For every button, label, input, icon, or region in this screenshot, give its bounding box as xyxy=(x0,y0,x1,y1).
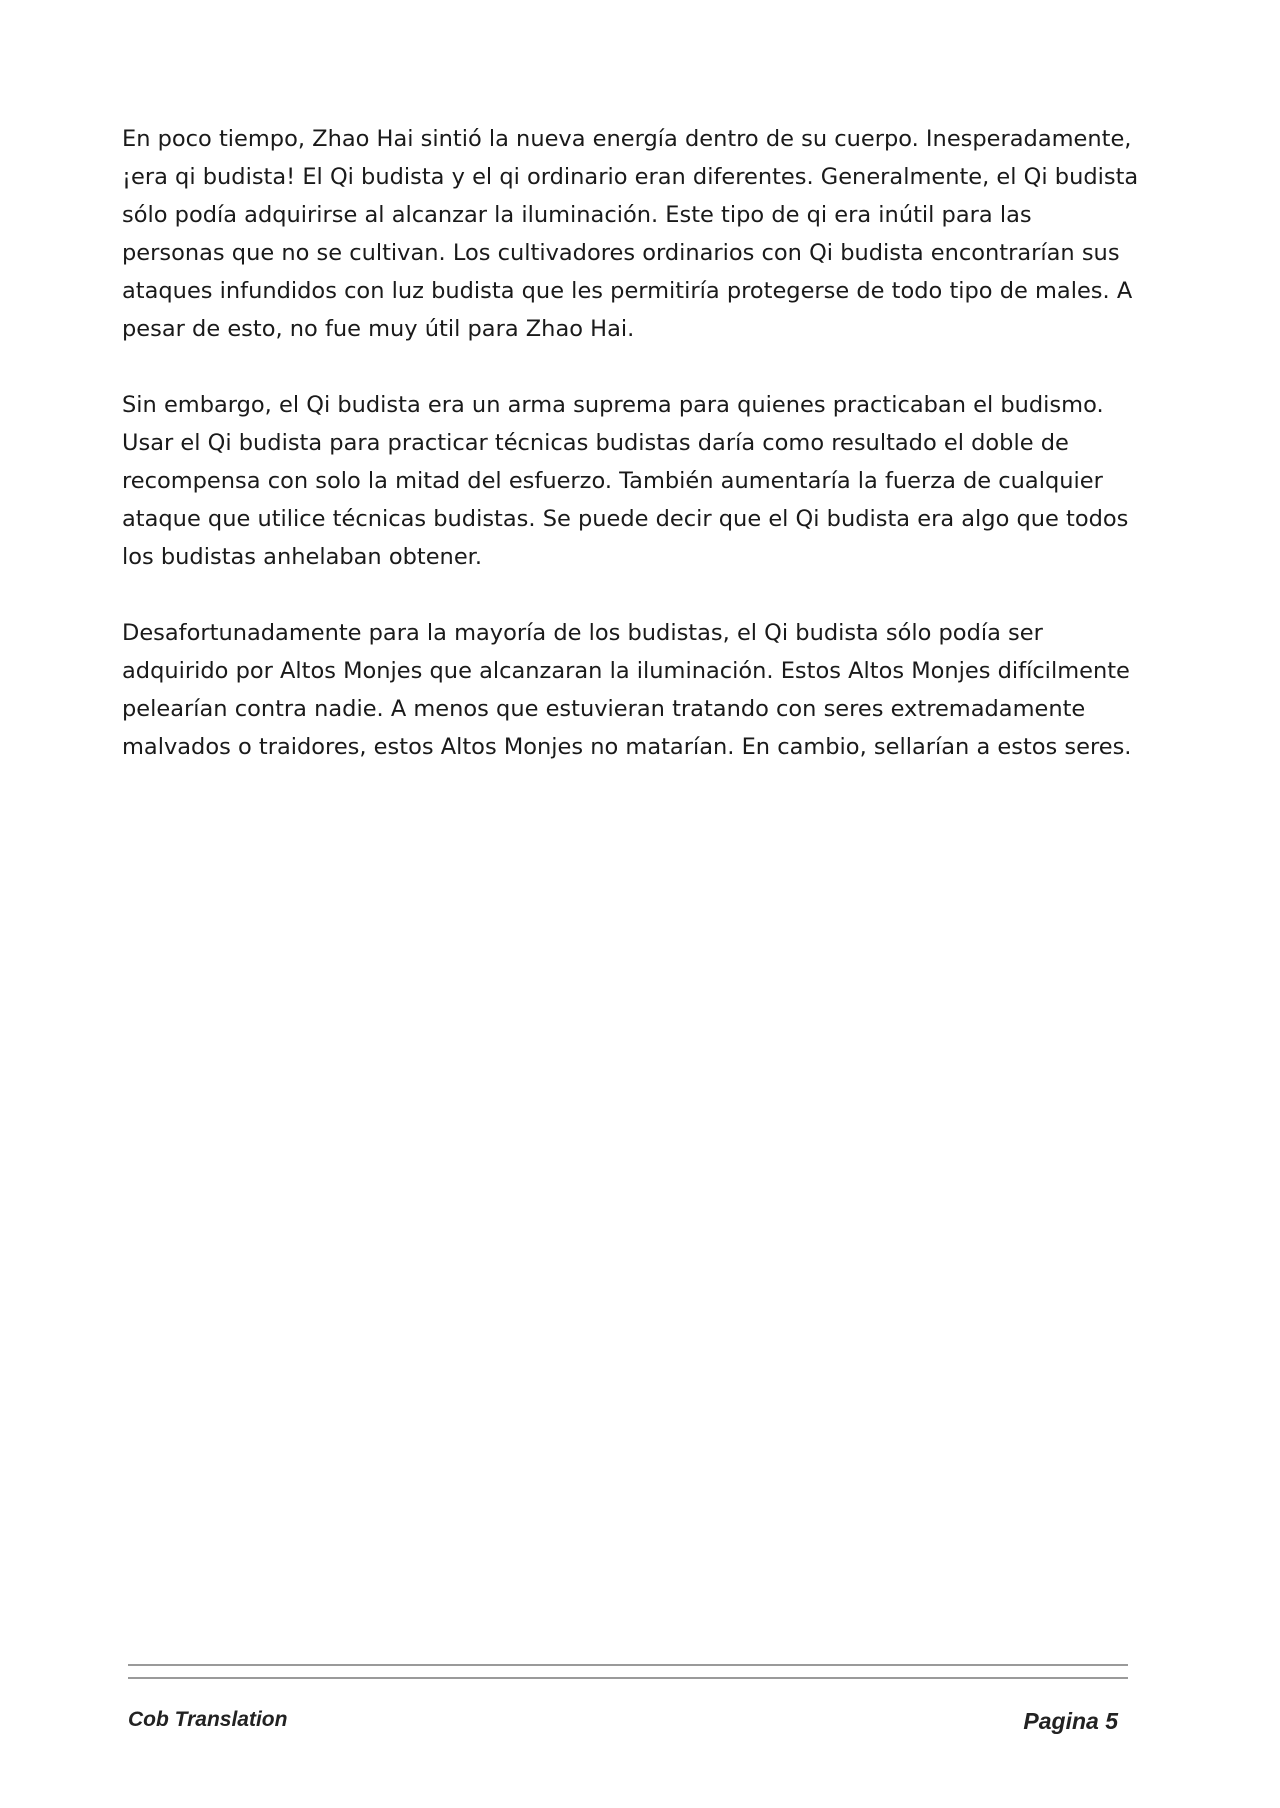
footer-divider-top xyxy=(128,1664,1128,1666)
paragraph-1: En poco tiempo, Zhao Hai sintió la nueva energía dentro de su cuerpo. Inesperadamente, ¡era qi budista! El Qi budista y el qi ordinario eran diferentes. Generalmente, el Qi budista sólo podía adquirirse al alcanzar la iluminación. Este tipo de qi era inútil para las personas que no se cultivan. Los cultivadores ordinarios con Qi budista encontrarían sus ataques infundidos con luz budista que les permitiría protegerse de todo tipo de males. A pesar de esto, no fue muy útil para Zhao Hai. xyxy=(122,126,1139,342)
paragraph-2: Sin embargo, el Qi budista era un arma suprema para quienes practicaban el budismo. Usar el Qi budista para practicar técnicas budistas daría como resultado el doble de recompensa con solo la mitad del esfuerzo. También aumentaría la fuerza de cualquier ataque que utilice técnicas budistas. Se puede decir que el Qi budista era algo que todos los budistas anhelaban obtener. xyxy=(122,392,1129,570)
page-number: Pagina 5 xyxy=(1023,1708,1118,1734)
body-text xyxy=(122,120,1140,804)
footer-credit: Cob Translation xyxy=(128,1708,288,1731)
footer-divider-bottom xyxy=(128,1677,1128,1679)
paragraph-3: Desafortunadamente para la mayoría de los budistas, el Qi budista sólo podía ser adquirido por Altos Monjes que alcanzaran la iluminación. Estos Altos Monjes difícilmente pelearían contra nadie. A menos que estuvieran tratando con seres extremadamente malvados o traidores, estos Altos Monjes no matarían. En cambio, sellarían a estos seres. xyxy=(122,620,1132,760)
